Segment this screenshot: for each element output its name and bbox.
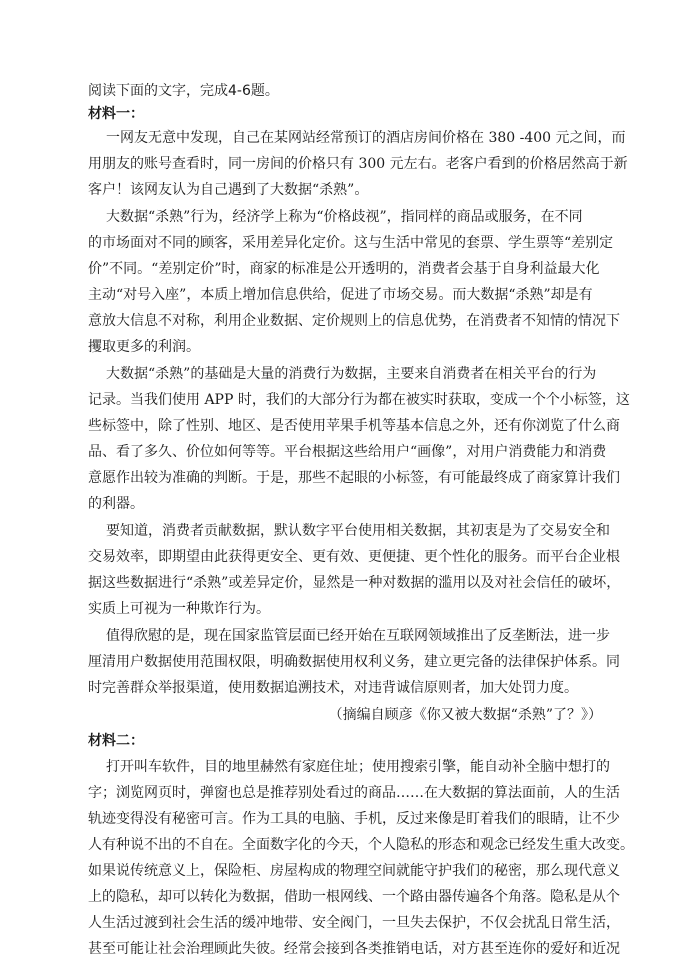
paragraph-line: 值得欣慰的是，现在国家监管层面已经开始在互联网领域推出了反垄断法，进一步 — [106, 628, 610, 644]
section-heading-material-2: 材料二： — [88, 733, 144, 749]
paragraph-line: 意放大信息不对称，利用企业数据、定价规则上的信息优势，在消费者不知情的情况下 — [88, 313, 620, 329]
paragraph-line: 交易效率，即期望由此获得更安全、更有效、更便捷、更个性化的服务。而平台企业根 — [88, 549, 620, 565]
paragraph-line: 用朋友的账号查看时，同一房间的价格只有 300 元左右。老客户看到的价格居然高于新 — [88, 156, 628, 172]
paragraph-line: 轨迹变得没有秘密可言。作为工具的电脑、手机，反过来像是盯着我们的眼睛，让不少 — [88, 811, 620, 827]
paragraph-line: 意愿作出较为准确的判断。于是，那些不起眼的小标签，有可能最终成了商家算计我们 — [88, 470, 620, 486]
paragraph-line: 人生活过渡到社会生活的缓冲地带、安全阀门，一旦失去保护，不仅会扰乱日常生活， — [88, 915, 620, 931]
source-citation: （摘编自顾彦《你又被大数据“杀熟”了？》） — [328, 707, 602, 723]
paragraph-line: 些标签中，除了性别、地区、是否使用苹果手机等基本信息之外，还有你浏览了什么商 — [88, 418, 620, 434]
paragraph-line: 如果说传统意义上，保险柜、房屋构成的物理空间就能守护我们的秘密，那么现代意义 — [88, 863, 620, 879]
paragraph-line: 的利器。 — [88, 496, 144, 512]
paragraph-line: 攫取更多的利润。 — [88, 339, 200, 355]
paragraph-line: 打开叫车软件，目的地里赫然有家庭住址；使用搜索引擎，能自动补全脑中想打的 — [106, 759, 610, 775]
paragraph-line: 时完善群众举报渠道，使用数据追溯技术，对违背诚信原则者，加大处罚力度。 — [88, 680, 578, 696]
paragraph-line: 记录。当我们使用 APP 时，我们的大部分行为都在被实时获取，变成一个个小标签，这 — [88, 392, 630, 408]
paragraph-line: 的市场面对不同的顾客，采用差异化定价。这与生活中常见的套票、学生票等“差别定 — [88, 235, 614, 251]
section-heading-material-1: 材料一： — [88, 106, 144, 122]
paragraph-line: 一网友无意中发现，自己在某网站经常预订的酒店房间价格在 380 -400 元之间，而 — [106, 130, 626, 146]
paragraph-line: 厘清用户数据使用范围权限，明确数据使用权利义务，建立更完备的法律保护体系。同 — [88, 654, 620, 670]
paragraph-line: 价”不同。“差别定价”时，商家的标准是公开透明的，消费者会基于自身利益最大化 — [88, 261, 600, 277]
paragraph-line: 甚至可能让社会治理顾此失彼。经常会接到各类推销电话，对方甚至连你的爱好和近况 — [88, 941, 620, 957]
paragraph-line: 客户！该网友认为自己遇到了大数据“杀熟”。 — [88, 182, 369, 198]
paragraph-line: 人有种说不出的不自在。全面数字化的今天，个人隐私的形态和观念已经发生重大改变。 — [88, 837, 634, 853]
paragraph-line: 据这些数据进行“杀熟”或差异定价，显然是一种对数据的滥用以及对社会信任的破坏， — [88, 575, 621, 591]
paragraph-line: 主动“对号入座”，本质上增加信息供给，促进了市场交易。而大数据“杀熟”却是有 — [88, 287, 593, 303]
paragraph-line: 要知道，消费者贡献数据，默认数字平台使用相关数据，其初衷是为了交易安全和 — [106, 523, 610, 539]
paragraph-line: 实质上可视为一种欺诈行为。 — [88, 601, 270, 617]
paragraph-line: 上的隐私，却可以转化为数据，借助一根网线、一个路由器传遍各个角落。隐私是从个 — [88, 889, 620, 905]
paragraph-line: 大数据“杀熟”行为，经济学上称为“价格歧视”，指同样的商品或服务，在不同 — [106, 209, 583, 225]
paragraph-line: 大数据“杀熟”的基础是大量的消费行为数据，主要来自消费者在相关平台的行为 — [106, 366, 597, 382]
paragraph-line: 字；浏览网页时，弹窗也总是推荐别处看过的商品……在大数据的算法面前，人的生活 — [88, 785, 620, 801]
question-instruction: 阅读下面的文字，完成4-6题。 — [88, 83, 279, 99]
paragraph-line: 品、看了多久、价位如何等等。平台根据这些给用户“画像”，对用户消费能力和消费 — [88, 444, 607, 460]
